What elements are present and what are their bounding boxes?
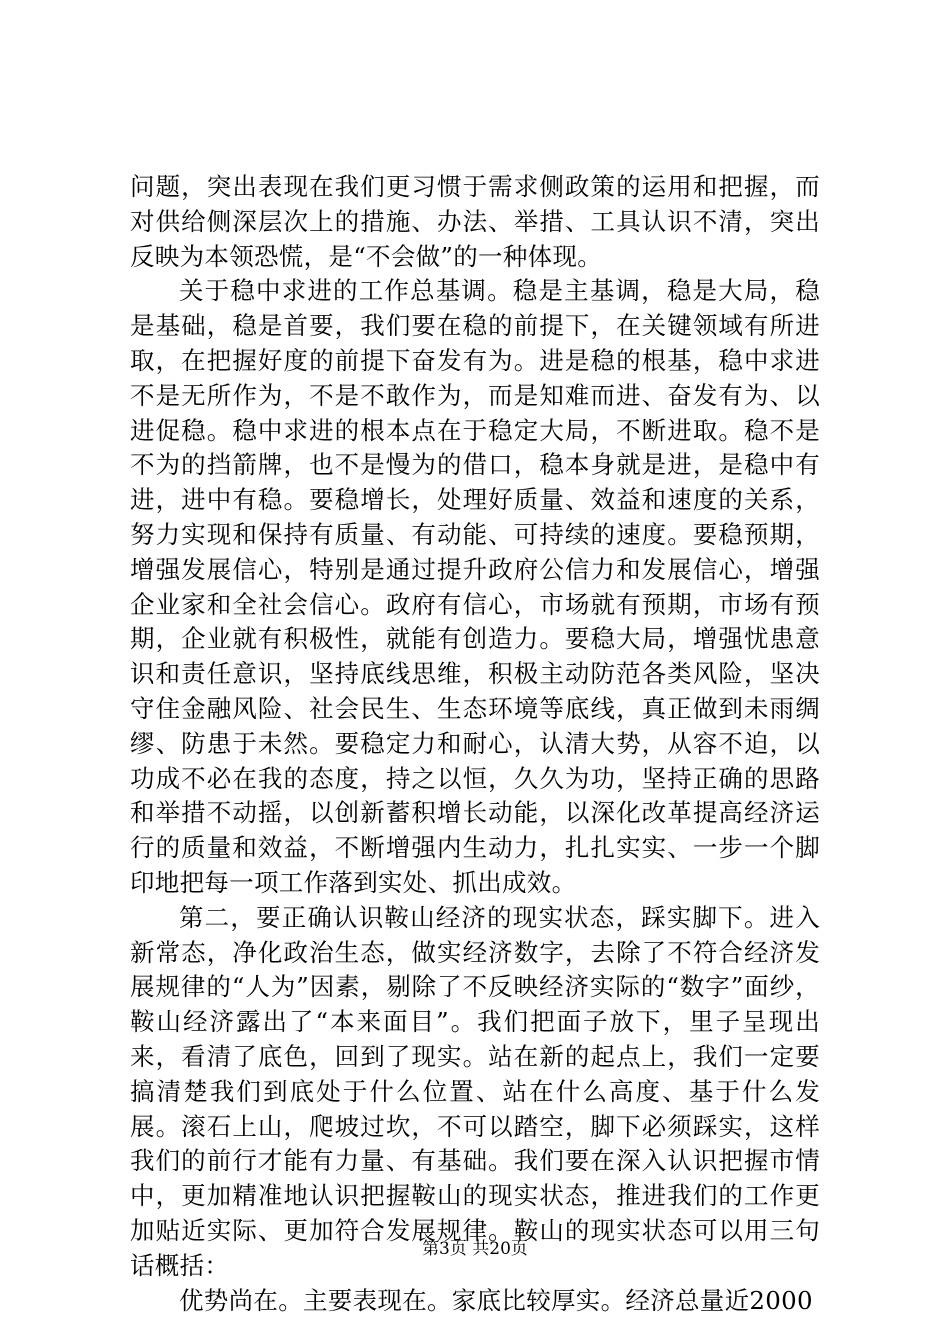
paragraph-4: 优势尚在。主要表现在。家底比较厚实。经济总量近2000 xyxy=(179,1285,813,1315)
document-body xyxy=(130,170,820,1318)
paragraph-1: 问题，突出表现在我们更习惯于需求侧政策的运用和把握，而对供给侧深层次上的措施、办法、举措、工具认识不清，突出反映为本领恐慌，是“不会做”的一种体现。 xyxy=(130,172,820,271)
paragraph-3: 第二，要正确认识鞍山经济的现实状态，踩实脚下。进入新常态，净化政治生态，做实经济数字，去除了不符合经济发展规律的“人为”因素，剔除了不反映经济实际的“数字”面纱，鞍山经济露出了“本来面目”。我们把面子放下，里子呈现出来，看清了底色，回到了现实。站在新的起点上，我们一定要搞清楚我们到底处于什么位置、站在什么高度、基于什么发展。滚石上山，爬坡过坎，不可以踏空，脚下必须踩实，这样我们的前行才能有力量、有基础。我们要在深入认识把握市情中，更加精准地认识把握鞍山的现实状态，推进我们的工作更加贴近实际、更加符合发展规律。鞍山的现实状态可以用三句话概括： xyxy=(130,902,820,1280)
paragraph-2: 关于稳中求进的工作总基调。稳是主基调，稳是大局，稳是基础，稳是首要，我们要在稳的前提下，在关键领域有所进取，在把握好度的前提下奋发有为。进是稳的根基，稳中求进不是无所作为，不是不敢作为，而是知难而进、奋发有为、以进促稳。稳中求进的根本点在于稳定大局，不断进取。稳不是不为的挡箭牌，也不是慢为的借口，稳本身就是进，是稳中有进，进中有稳。要稳增长，处理好质量、效益和速度的关系，努力实现和保持有质量、有动能、可持续的速度。要稳预期，增强发展信心，特别是通过提升政府公信力和发展信心，增强企业家和全社会信心。政府有信心，市场就有预期，市场有预期，企业就有积极性，就能有创造力。要稳大局，增强忧患意识和责任意识，坚持底线思维，积极主动防范各类风险，坚决守住金融风险、社会民生、生态环境等底线，真正做到未雨绸缪、防患于未然。要稳定力和耐心，认清大势，从容不迫，以功成不必在我的态度，持之以恒，久久为功，坚持正确的思路和举措不动摇，以创新蓄积增长动能，以深化改革提高经济运行的质量和效益，不断增强内生动力，扎扎实实、一步一个脚印地把每一项工作落到实处、抓出成效。 xyxy=(130,276,820,897)
page-footer: 第3页 共20页 xyxy=(422,1239,528,1259)
